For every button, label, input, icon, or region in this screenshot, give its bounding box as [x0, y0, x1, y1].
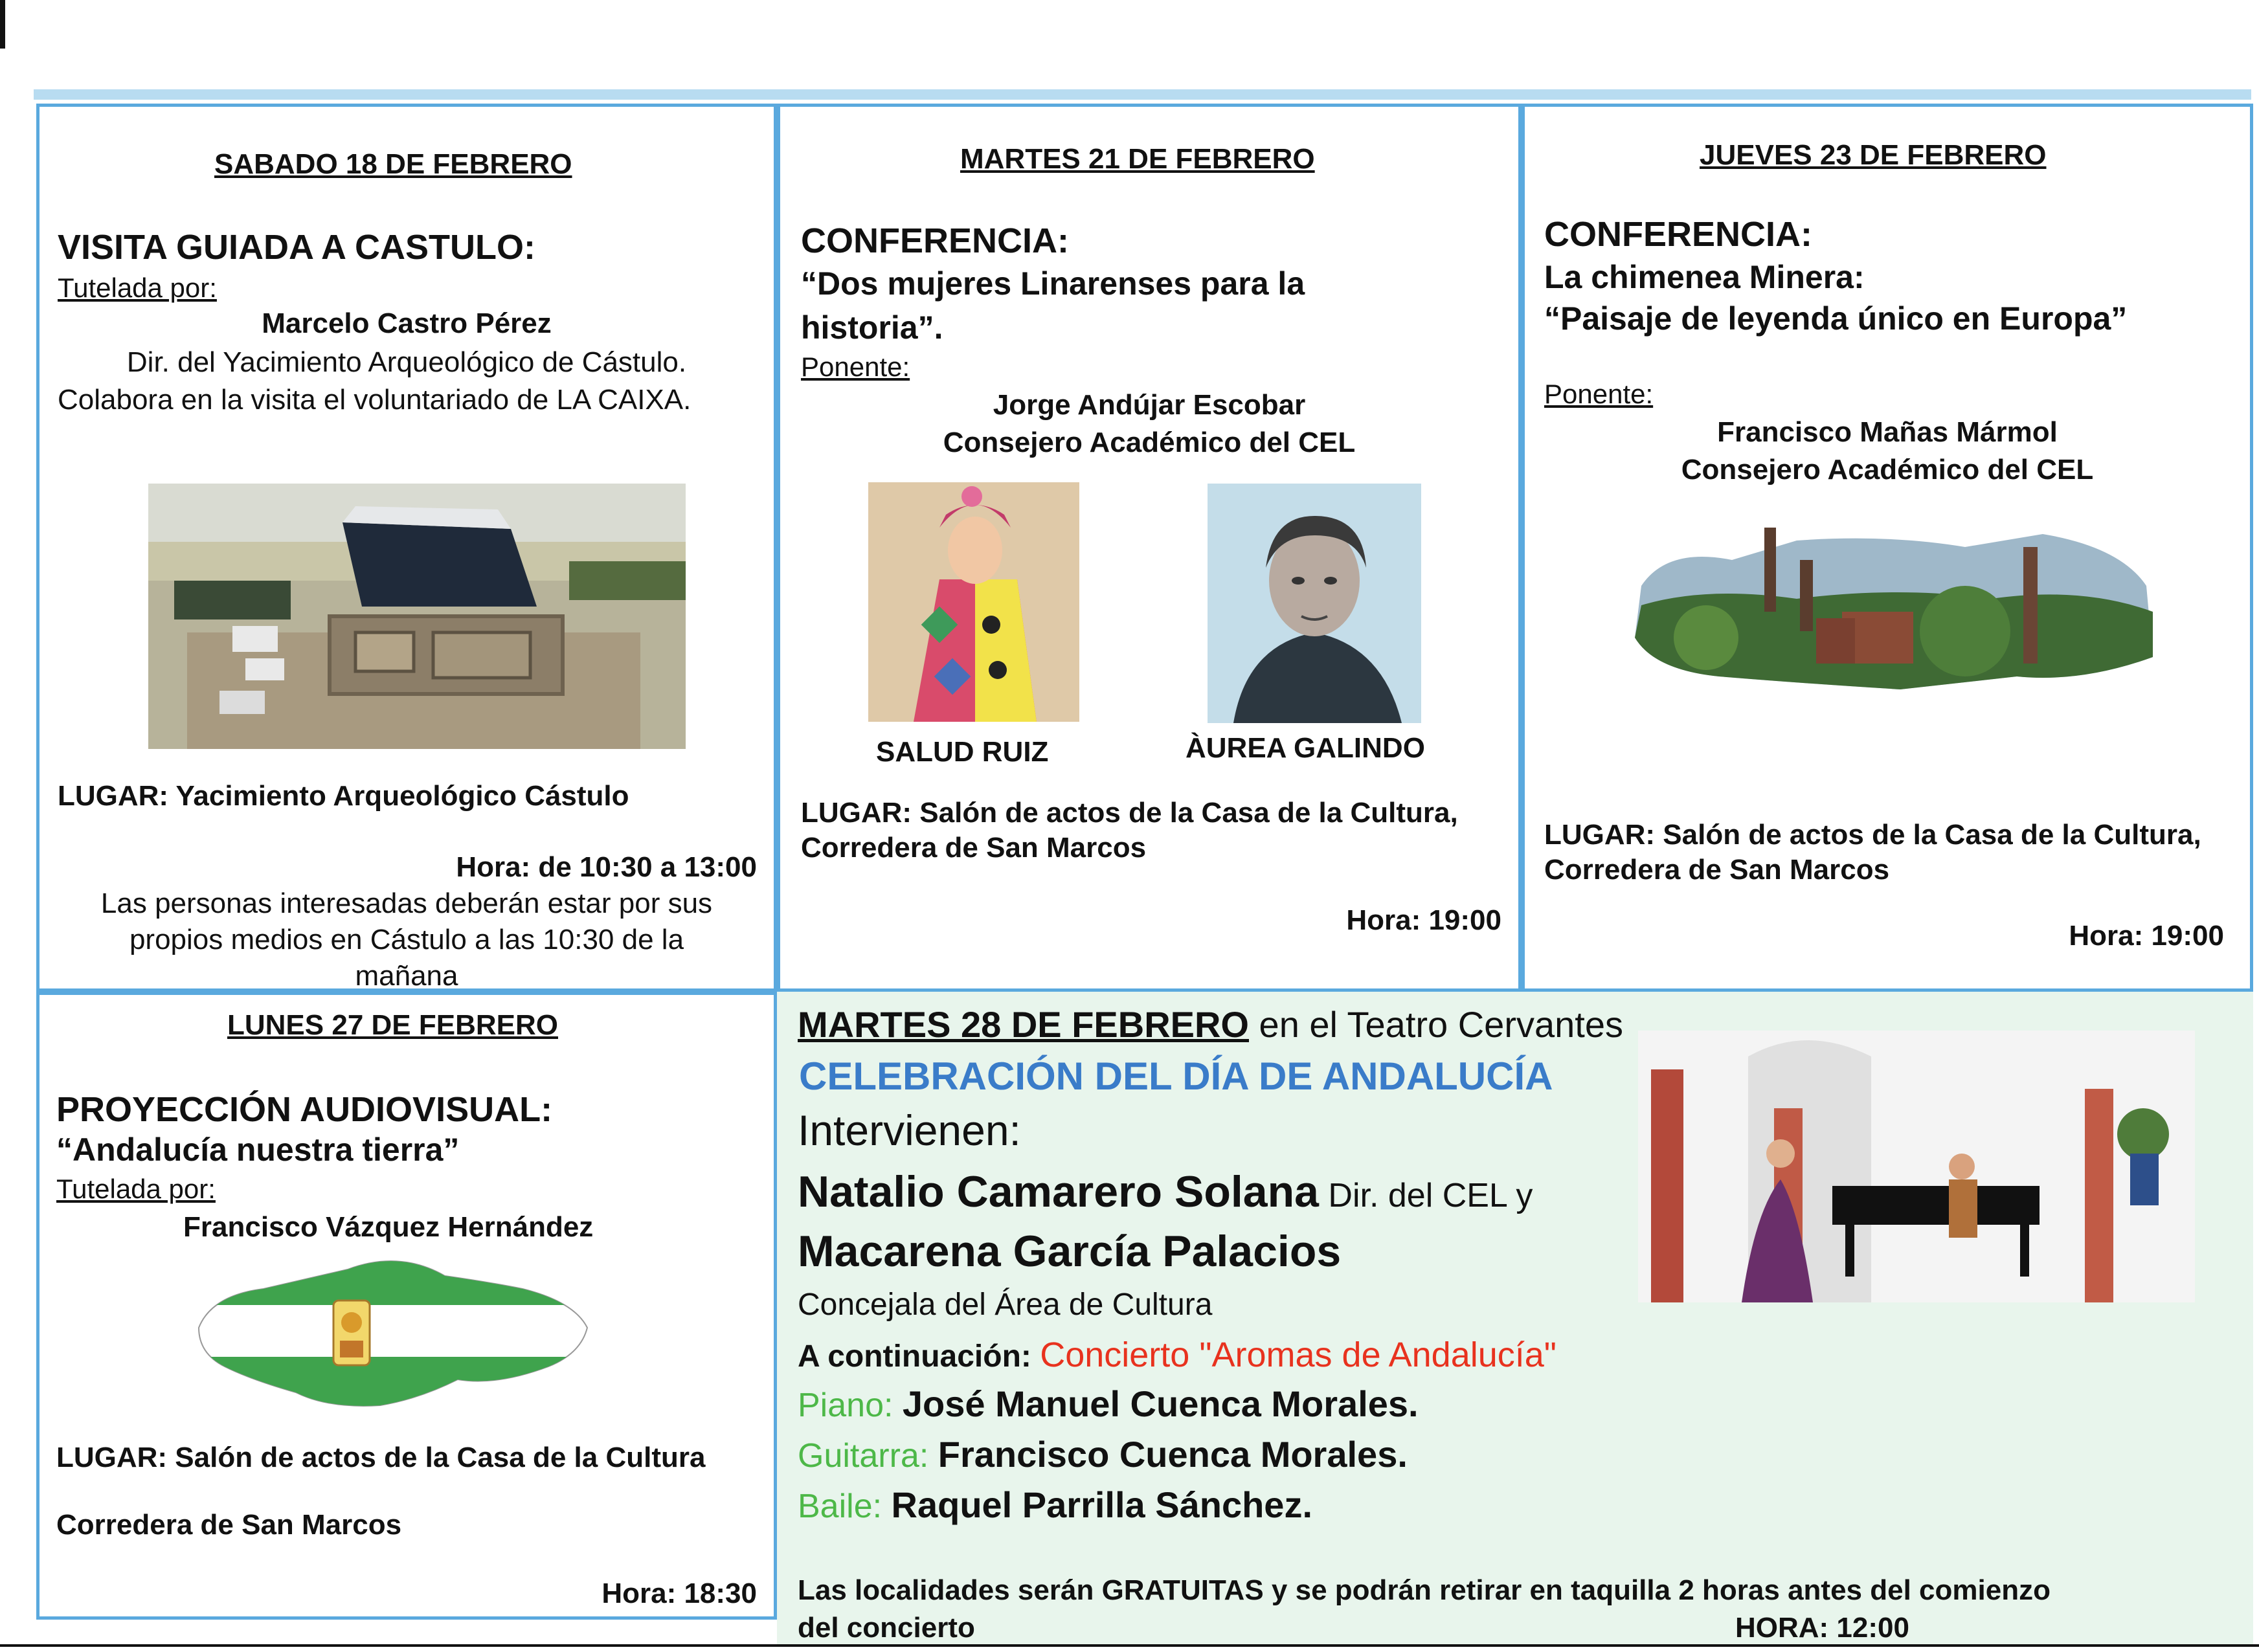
dance-label: Baile:: [798, 1488, 892, 1525]
speaker-role: Consejero Académico del CEL: [1681, 454, 2094, 486]
tutor-label: Tutelada por:: [56, 1174, 216, 1204]
piano-line: [798, 1383, 1419, 1425]
participants-heading: Intervienen:: [798, 1106, 1021, 1154]
collaboration-note: Colabora en la visita el voluntariado de LA CAIXA.: [58, 384, 691, 416]
participant-1-line: [798, 1166, 1533, 1217]
event-date: JUEVES 23 DE FEBRERO: [1700, 139, 2047, 171]
event-subtitle-line-2: “Paisaje de leyenda único en Europa”: [1544, 300, 2128, 337]
salud-ruiz-portrait: [868, 482, 1079, 722]
concert-line: [798, 1335, 1557, 1375]
event-subtitle-line-2: historia”.: [801, 309, 943, 346]
tutor-name: Francisco Vázquez Hernández: [183, 1211, 594, 1243]
note-line-1: Las personas interesadas deberán estar por sus: [100, 887, 713, 919]
event-subtitle: “Andalucía nuestra tierra”: [56, 1132, 460, 1168]
place: LUGAR: Yacimiento Arqueológico Cástulo: [58, 780, 629, 812]
participant-1-role: Dir. del CEL y: [1318, 1177, 1533, 1214]
time: HORA: 12:00: [1735, 1612, 1909, 1644]
bottom-edge-line: [0, 1644, 2259, 1647]
event-venue: en el Teatro Cervantes: [1249, 1004, 1623, 1045]
speaker-label: Ponente:: [1544, 379, 1654, 409]
scan-edge-mark: [0, 0, 5, 49]
place-line-1: LUGAR: Salón de actos de la Casa de la Cultura,: [1544, 819, 2201, 851]
caption-salud-ruiz: SALUD RUIZ: [876, 736, 1049, 768]
note-line-2: propios medios en Cástulo a las 10:30 de la: [129, 924, 684, 955]
dance-line: [798, 1484, 1312, 1526]
castulo-aerial-photo: [148, 484, 686, 749]
place-line-1: LUGAR: Salón de actos de la Casa de la Cultura: [56, 1442, 706, 1473]
event-date: MARTES 28 DE FEBRERO: [798, 1004, 1249, 1045]
event-panel-martes-21: [777, 104, 1522, 992]
speaker-label: Ponente:: [801, 352, 910, 382]
dance-name: Raquel Parrilla Sánchez.: [891, 1484, 1313, 1525]
guitar-line: [798, 1433, 1408, 1475]
tutor-role: Dir. del Yacimiento Arqueológico de Cástulo.: [126, 346, 687, 378]
concert-performers-photo: [1638, 1031, 2195, 1302]
event-title: CONFERENCIA:: [1544, 215, 1812, 254]
speaker-name: Jorge Andújar Escobar: [993, 389, 1306, 421]
time: Hora: 18:30: [601, 1578, 757, 1609]
concert-title: Concierto "Aromas de Andalucía": [1040, 1335, 1557, 1374]
aurea-galindo-portrait: [1208, 484, 1421, 723]
tutor-name: Marcelo Castro Pérez: [262, 307, 552, 339]
note-line-3: mañana: [355, 960, 458, 992]
event-title: CONFERENCIA:: [801, 221, 1069, 260]
speaker-name: Francisco Mañas Mármol: [1717, 416, 2058, 448]
piano-label: Piano:: [798, 1387, 903, 1424]
event-panel-martes-28: [777, 992, 2253, 1644]
event-panel-lunes-27: [36, 992, 777, 1620]
guitar-name: Francisco Cuenca Morales.: [938, 1434, 1408, 1475]
time: Hora: 19:00: [2069, 920, 2224, 952]
piano-name: José Manuel Cuenca Morales.: [902, 1383, 1419, 1424]
time: Hora: de 10:30 a 13:00: [456, 851, 757, 883]
speaker-role: Consejero Académico del CEL: [943, 427, 1356, 458]
andalucia-flag-map: [186, 1250, 600, 1412]
footer-line-2: del concierto: [798, 1612, 975, 1644]
participant-2-role: Concejala del Área de Cultura: [798, 1288, 1213, 1322]
place-line-2: Corredera de San Marcos: [56, 1509, 402, 1541]
guitar-label: Guitarra:: [798, 1437, 938, 1475]
event-panel-sabado: [36, 104, 777, 992]
participant-1-name: Natalio Camarero Solana: [798, 1167, 1319, 1216]
participant-2-name: Macarena García Palacios: [798, 1227, 1342, 1276]
event-subtitle-line-1: “Dos mujeres Linarenses para la: [801, 265, 1305, 302]
tutor-label: Tutelada por:: [58, 273, 217, 303]
event-date: SABADO 18 DE FEBRERO: [214, 148, 572, 180]
event-date: MARTES 21 DE FEBRERO: [960, 143, 1315, 175]
caption-aurea-galindo: ÀUREA GALINDO: [1186, 732, 1425, 764]
event-date-line: [798, 1003, 1623, 1045]
top-bar: [34, 89, 2251, 100]
event-title: CELEBRACIÓN DEL DÍA DE ANDALUCÍA: [799, 1055, 1553, 1098]
mining-chimney-landscape: [1628, 508, 2159, 696]
footer-line-1: Las localidades serán GRATUITAS y se podrán retirar en taquilla 2 horas antes del comienzo: [798, 1574, 2051, 1606]
event-subtitle-line-1: La chimenea Minera:: [1544, 259, 1865, 295]
continuation-label: A continuación:: [798, 1339, 1040, 1374]
event-title: VISITA GUIADA A CASTULO:: [58, 228, 535, 267]
place-line-2: Corredera de San Marcos: [801, 832, 1147, 864]
event-title: PROYECCIÓN AUDIOVISUAL:: [56, 1090, 553, 1129]
time: Hora: 19:00: [1346, 904, 1501, 936]
place-line-1: LUGAR: Salón de actos de la Casa de la Cultura,: [801, 797, 1458, 829]
event-date: LUNES 27 DE FEBRERO: [227, 1009, 558, 1041]
place-line-2: Corredera de San Marcos: [1544, 854, 1890, 886]
event-panel-jueves-23: [1522, 104, 2253, 992]
